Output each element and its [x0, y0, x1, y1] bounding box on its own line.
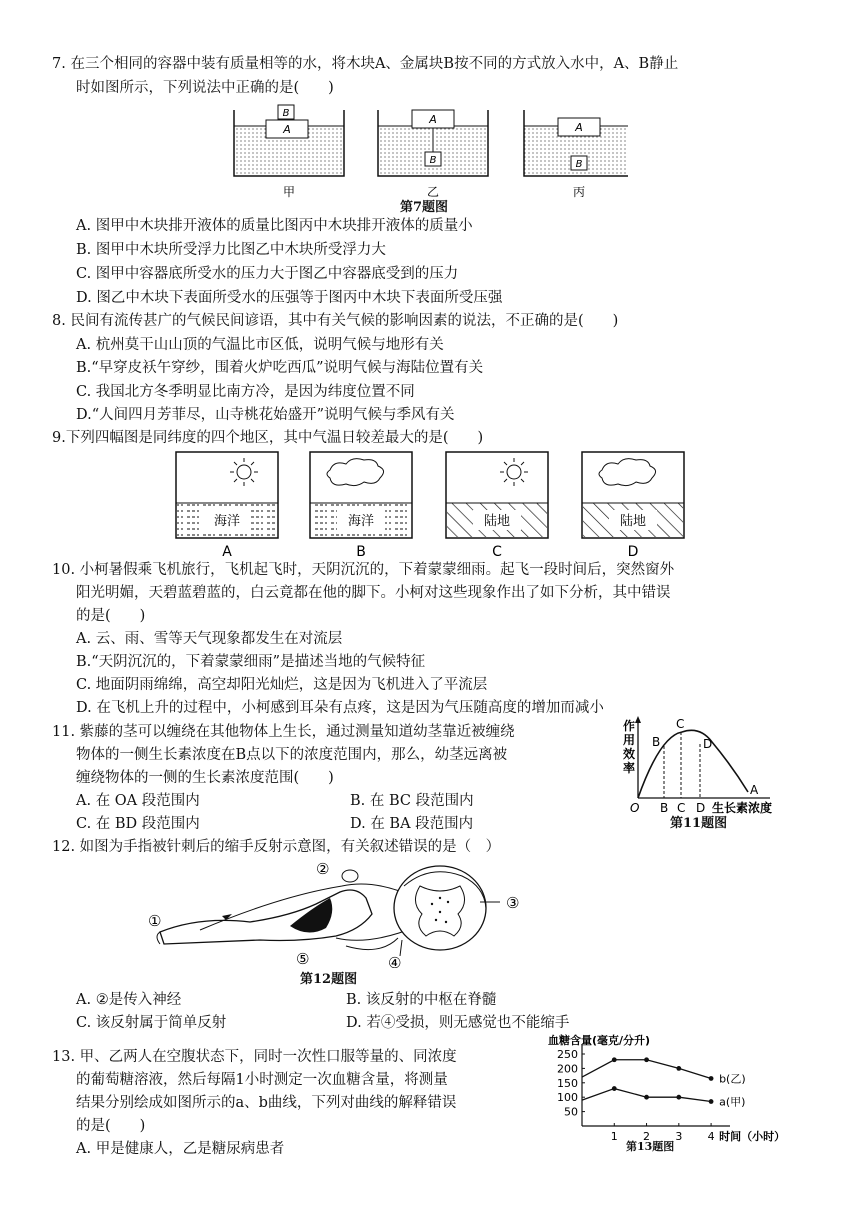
q8-option-c: C. 我国北方冬季明显比南方冷，是因为纬度位置不同: [76, 384, 415, 400]
q12-marker-5: ⑤: [296, 950, 310, 968]
q7-option-b: B. 图甲中木块所受浮力比图乙中木块所受浮力大: [76, 242, 386, 258]
q13-series-label-0: b(乙): [719, 1072, 746, 1086]
q12-figure: [140, 856, 540, 968]
q9-a-surface: 海洋: [213, 514, 241, 529]
q9-panel-c: [446, 452, 548, 560]
q13-point: [612, 1086, 617, 1091]
q11-stem-line3: 缠绕物体的一侧的生长素浓度范围( ): [76, 770, 334, 786]
q7-container-yi: [378, 110, 488, 176]
q11-tick-b: B: [660, 801, 669, 815]
q12-stem: 12. 如图为手指被针刺后的缩手反射示意图，有关叙述错误的是（ ）: [52, 839, 501, 855]
q11-point-a: A: [750, 783, 759, 797]
q11-caption: 第11题图: [670, 816, 728, 831]
q12-option-d: D. 若④受损，则无感觉也不能缩手: [346, 1015, 570, 1031]
q7-container-bing: [524, 110, 628, 176]
q13-ytick-label: 50: [564, 1105, 578, 1119]
q7-option-a: A. 图甲中木块排开液体的质量比图丙中木块排开液体的质量小: [76, 218, 473, 234]
q13-point: [709, 1099, 714, 1104]
q10-option-a: A. 云、雨、雪等天气现象都发生在对流层: [76, 631, 343, 647]
q7-label-bing: 丙: [572, 185, 586, 199]
q11-option-d: D. 在 BA 段范围内: [350, 816, 474, 832]
q13-point: [676, 1066, 681, 1071]
q10-option-b: B.“天阴沉沉的，下着蒙蒙细雨”是描述当地的气候特征: [76, 654, 426, 670]
q12-marker-1: ①: [148, 912, 162, 930]
q13-xlabel: 时间（小时）: [719, 1130, 786, 1143]
q13-option-a: A. 甲是健康人，乙是糖尿病患者: [76, 1141, 285, 1157]
q12-option-a: A. ②是传入神经: [76, 992, 182, 1008]
q12-option-b: B. 该反射的中枢在脊髓: [346, 992, 497, 1008]
q11-tick-c: C: [677, 801, 686, 815]
q11-ylabel-3: 效: [623, 747, 636, 761]
q9-c-surface: 陆地: [483, 514, 511, 529]
q12-option-c: C. 该反射属于简单反射: [76, 1015, 227, 1031]
q7-stem-line2: 时如图所示，下列说法中正确的是( ): [76, 80, 334, 96]
q7-option-c: C. 图甲中容器底所受水的压力大于图乙中容器底受到的压力: [76, 266, 459, 282]
q10-option-d: D. 在飞机上升的过程中，小柯感到耳朵有点疼，这是因为气压随高度的增加而减小: [76, 700, 604, 716]
q9-panel-d: [582, 452, 684, 560]
q11-point-b: B: [652, 735, 661, 749]
q11-point-c: C: [676, 717, 685, 731]
q13-xtick-label: 2: [643, 1130, 651, 1143]
q11-origin: O: [630, 801, 640, 815]
q9-b-surface: 海洋: [347, 514, 375, 529]
q10-stem-line3: 的是( ): [76, 608, 146, 624]
spinal-cord: [394, 866, 486, 950]
q10-option-c: C. 地面阴雨绵绵，高空却阳光灿烂，这是因为飞机进入了平流层: [76, 677, 488, 693]
q11-xlabel: 生长素浓度: [712, 801, 773, 815]
q13-ytick-label: 100: [557, 1091, 578, 1105]
q11-ylabel-4: 率: [623, 761, 636, 775]
q9-d-letter: D: [627, 544, 639, 560]
q13-stem-line4: 的是( ): [76, 1118, 146, 1134]
q7-label-jia: 甲: [282, 185, 296, 199]
q9-panel-a: [176, 452, 278, 560]
q13-point: [644, 1095, 649, 1100]
q11-stem-line2: 物体的一侧生长素浓度在B点以下的浓度范围内，那么，幼茎远离被: [76, 747, 508, 763]
q8-option-a: A. 杭州莫干山山顶的气温比市区低，说明气候与地形有关: [76, 337, 444, 353]
q13-stem-line1: 13. 甲、乙两人在空腹状态下，同时一次性口服等量的、同浓度: [52, 1049, 457, 1065]
q11-point-d: D: [703, 737, 713, 751]
q7-block-B-jia: B: [282, 108, 290, 119]
q7-block-A-jia: A: [283, 123, 291, 136]
q12-caption: 第12题图: [300, 972, 358, 987]
q13-chart-title: 血糖含量(毫克/分升): [548, 1034, 651, 1047]
q11-option-b: B. 在 BC 段范围内: [350, 793, 474, 809]
q13-ytick-label: 200: [557, 1062, 578, 1076]
q9-d-surface: 陆地: [619, 514, 647, 529]
q10-stem-line1: 10. 小柯暑假乘飞机旅行，飞机起飞时，天阴沉沉的，下着蒙蒙细雨。起飞一段时间后，突然窗外: [52, 562, 675, 578]
q8-option-d: D.“人间四月芳菲尽，山寺桃花始盛开”说明气候与季风有关: [76, 407, 455, 423]
q7-block-A-bing: A: [575, 121, 583, 134]
q13-stem-line3: 结果分别绘成如图所示的a、b曲线，下列对曲线的解释错误: [76, 1095, 457, 1111]
q13-xtick-label: 4: [707, 1130, 715, 1143]
q9-b-letter: B: [356, 544, 366, 560]
q13-xtick-label: 1: [610, 1130, 618, 1143]
q13-point: [709, 1076, 714, 1081]
q13-ytick-label: 150: [557, 1076, 578, 1090]
q7-block-A-yi: A: [429, 113, 437, 126]
q7-figure: [228, 100, 628, 200]
q11-option-a: A. 在 OA 段范围内: [76, 793, 200, 809]
q7-block-B-yi: B: [429, 155, 437, 166]
q12-marker-4: ④: [388, 954, 402, 968]
q13-series-line-0: [582, 1060, 711, 1079]
q13-point: [612, 1057, 617, 1062]
q7-container-jia: [234, 105, 344, 176]
q9-c-letter: C: [492, 544, 502, 560]
q9-panel-b: [310, 452, 412, 560]
q13-ytick-label: 250: [557, 1048, 578, 1061]
q12-marker-3: ③: [506, 894, 520, 912]
q7-option-d: D. 图乙中木块下表面所受水的压强等于图丙中木块下表面所受压强: [76, 290, 503, 306]
q11-ylabel-1: 作: [623, 719, 636, 733]
q7-stem-line1: 7. 在三个相同的容器中装有质量相等的水，将木块A、金属块B按不同的方式放入水中，A、B静止: [52, 56, 679, 72]
q7-label-yi: 乙: [426, 185, 440, 199]
q8-stem: 8. 民间有流传甚广的气候民间谚语，其中有关气候的影响因素的说法，不正确的是( ): [52, 313, 619, 329]
q9-stem: 9.下列四幅图是同纬度的四个地区，其中气温日较差最大的是( ): [52, 430, 484, 446]
q10-stem-line2: 阳光明媚，天碧蓝碧蓝的，白云竟都在他的脚下。小柯对这些现象作出了如下分析，其中错误: [76, 585, 671, 601]
q11-option-c: C. 在 BD 段范围内: [76, 816, 200, 832]
q7-block-B-bing: B: [575, 159, 583, 170]
q13-xtick-label: 3: [675, 1130, 683, 1143]
q13-stem-line2: 的葡萄糖溶液，然后每隔1小时测定一次血糖含量，将测量: [76, 1072, 448, 1088]
q11-ylabel-2: 用: [623, 733, 636, 747]
q13-point: [676, 1095, 681, 1100]
q13-caption: 第13题图: [626, 1140, 675, 1153]
q7-caption: 第7题图: [400, 200, 449, 215]
q13-series-label-1: a(甲): [719, 1095, 746, 1109]
q11-stem-line1: 11. 紫藤的茎可以缠绕在其他物体上生长，通过测量知道幼茎靠近被缠绕: [52, 724, 515, 740]
q9-a-letter: A: [222, 544, 232, 560]
q12-marker-2: ②: [316, 860, 330, 878]
q9-figure: [170, 448, 690, 560]
q8-option-b: B.“早穿皮袄午穿纱，围着火炉吃西瓜”说明气候与海陆位置有关: [76, 360, 484, 376]
q13-point: [644, 1057, 649, 1062]
q11-tick-d: D: [696, 801, 706, 815]
